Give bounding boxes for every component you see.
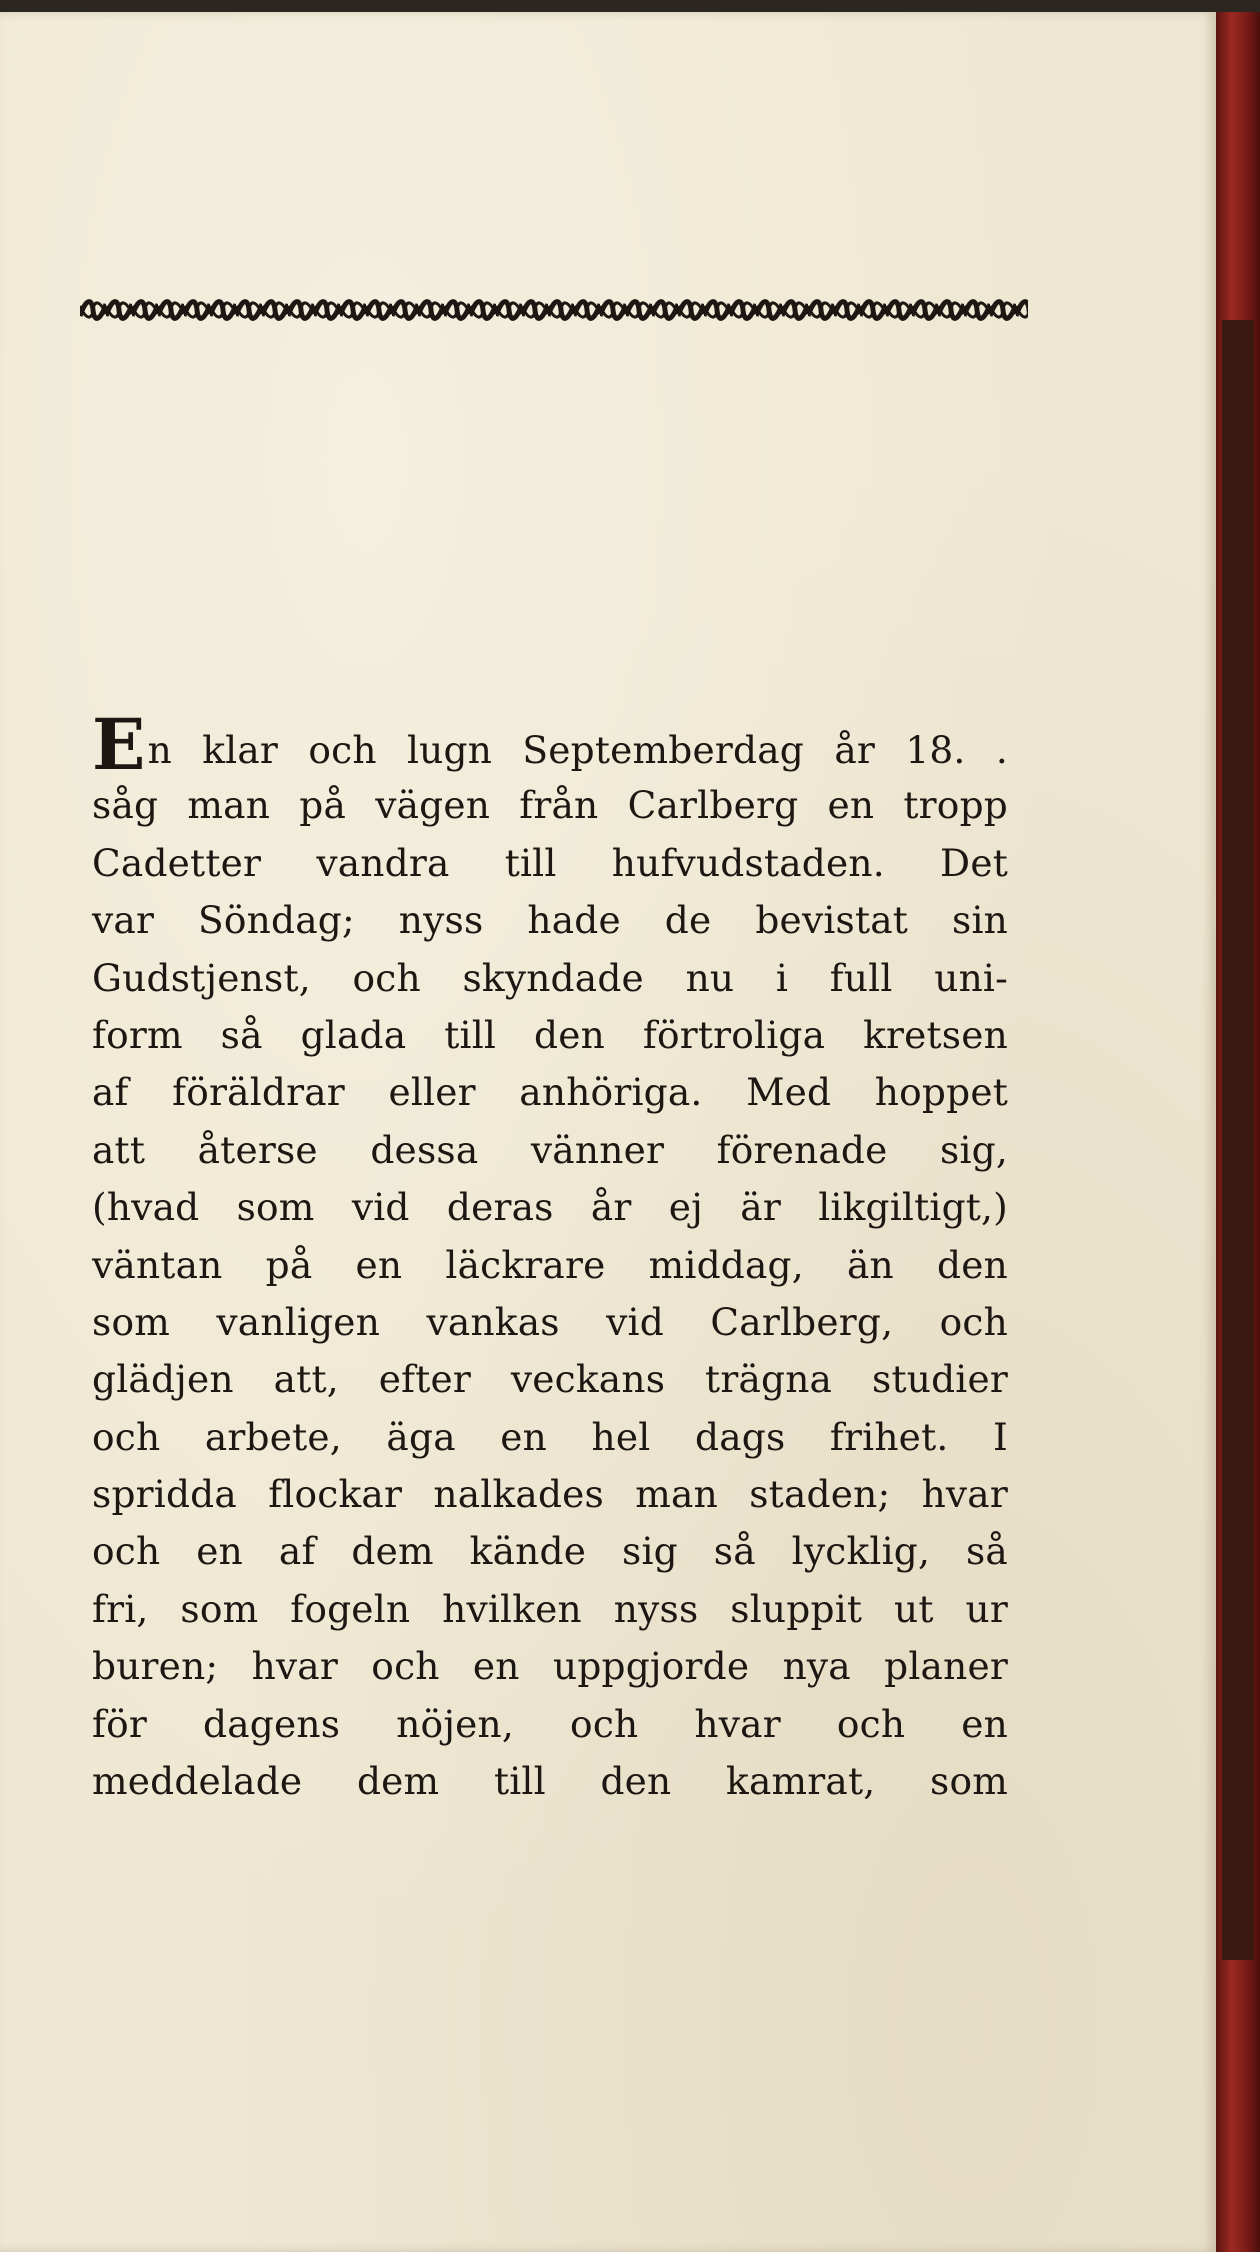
text-line-7: af föräldrar eller anhöriga. Med hoppet <box>92 1070 1008 1115</box>
text-line-6: form så glada till den förtroliga kretsen <box>92 1012 1008 1057</box>
book-page <box>0 12 1216 2252</box>
text-line-11: som vanligen vankas vid Carlberg, och <box>92 1299 1008 1344</box>
text-line-15: och en af dem kände sig så lycklig, så <box>92 1529 1008 1574</box>
text-line-14: spridda flockar nalkades man staden; hvar <box>92 1472 1008 1517</box>
text-line-4: var Söndag; nyss hade de bevistat sin <box>92 898 1008 943</box>
text-line-17: buren; hvar och en uppgjorde nya planer <box>92 1644 1008 1689</box>
text-line-12: glädjen att, efter veckans trägna studier <box>92 1357 1008 1402</box>
text-line-5: Gudstjenst, och skyndade nu i full uni- <box>92 955 1008 1000</box>
decorative-border-ornament <box>80 294 1028 326</box>
text-line-18: för dagens nöjen, och hvar och en <box>92 1701 1008 1746</box>
text-line-1: En klar och lugn Septemberdag år 18. . <box>92 703 1008 786</box>
text-line-16: fri, som fogeln hvilken nyss sluppit ut ur <box>92 1586 1008 1631</box>
spine-band-upper <box>1222 320 1254 1960</box>
top-page-edge <box>0 0 1260 12</box>
text-line-13: och arbete, äga en hel dags frihet. I <box>92 1414 1008 1459</box>
text-line-3: Cadetter vandra till hufvudstaden. Det <box>92 840 1008 885</box>
text-line-19: meddelade dem till den kamrat, som <box>92 1759 1008 1804</box>
drop-cap: E <box>92 703 146 786</box>
body-text <box>92 703 1008 1810</box>
text-line-8: att återse dessa vänner förenade sig, <box>92 1127 1008 1172</box>
text-line-10: väntan på en läckrare middag, än den <box>92 1242 1008 1287</box>
text-line-2: såg man på vägen från Carlberg en tropp <box>92 783 1008 828</box>
text-line-9: (hvad som vid deras år ej är likgiltigt,) <box>92 1185 1008 1230</box>
